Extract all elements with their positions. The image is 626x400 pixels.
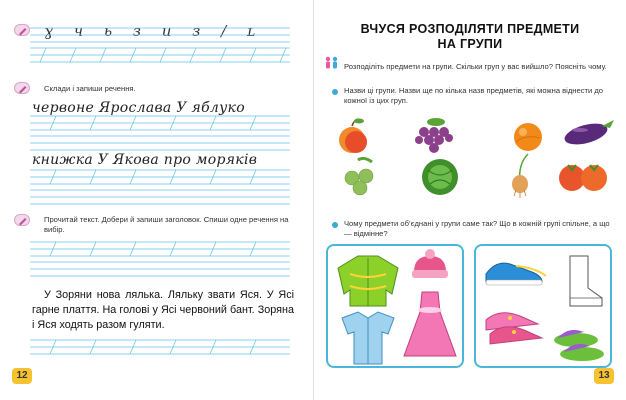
pencil-icon xyxy=(14,24,30,36)
pencil-icon xyxy=(14,82,30,94)
task-instruction: Склади і запиши речення. xyxy=(44,84,136,93)
cursive-letters-row: ɣ ч ь з и з / ʟ xyxy=(44,22,257,40)
boot-icon xyxy=(570,256,602,306)
slipper-icon xyxy=(554,330,604,361)
writing-lines xyxy=(30,46,290,66)
writing-lines xyxy=(30,240,290,260)
title-line-2: НА ГРУПИ xyxy=(437,37,503,51)
grapes-icon xyxy=(415,118,453,153)
writing-lines xyxy=(30,26,290,46)
sandal-icon xyxy=(486,313,542,344)
apple-icon xyxy=(339,119,367,154)
orange-icon xyxy=(514,123,542,151)
writing-lines xyxy=(30,188,290,208)
pair-work-icon xyxy=(324,56,340,75)
title-line-1: ВЧУСЯ РОЗПОДІЛЯТИ ПРЕДМЕТИ xyxy=(360,22,580,36)
shirt-icon xyxy=(342,312,394,364)
page-number-right: 13 xyxy=(594,368,614,384)
bullet-icon xyxy=(332,89,338,95)
writing-lines xyxy=(30,168,290,188)
pencil-icon xyxy=(14,214,30,226)
instruction-2: Назви ці групи. Назви ще по кілька назв предметів, які можна віднести до кожної із цих груп. xyxy=(344,86,603,105)
dress-icon xyxy=(404,292,456,356)
writing-lines xyxy=(30,114,290,134)
tomato-icon xyxy=(559,165,607,191)
bullet-icon xyxy=(332,222,338,228)
right-page xyxy=(314,0,626,400)
sneaker-icon xyxy=(486,263,546,285)
produce-pictures xyxy=(336,112,616,202)
jacket-icon xyxy=(338,256,398,306)
gooseberry-icon xyxy=(345,158,373,195)
writing-lines xyxy=(30,338,290,358)
shoes-group-frame xyxy=(474,244,612,368)
reading-text: У Зоряни нова лялька. Ляльку звати Яся. У Ясі гарне плаття. На голові у Ясі червоний бант. Зоряна і Яся ходять разом гуляти. xyxy=(32,289,294,331)
scrambled-sentence-1: червоне Ярослава У яблуко xyxy=(32,100,245,116)
instruction-3: Чому предмети об’єднані у групи саме так? Що в кожній групі спільне, а що — відмінне? xyxy=(344,219,610,238)
clothes-group-frame xyxy=(326,244,464,368)
page-number-left: 12 xyxy=(12,368,32,384)
scrambled-sentence-2: книжка У Якова про моряків xyxy=(32,152,258,168)
eggplant-icon xyxy=(562,120,614,149)
task-instruction: Прочитай текст. Добери й запиши заголовок. Спиши одне речення на вибір. xyxy=(44,215,289,234)
onion-icon xyxy=(512,154,528,198)
page-title xyxy=(314,22,626,52)
instruction-1: Розподіліть предмети на групи. Скільки груп у вас вийшло? Поясніть чому. xyxy=(344,62,607,71)
winter-hat-icon xyxy=(412,249,448,278)
writing-lines xyxy=(30,260,290,280)
writing-lines xyxy=(30,134,290,154)
cabbage-icon xyxy=(422,159,458,195)
